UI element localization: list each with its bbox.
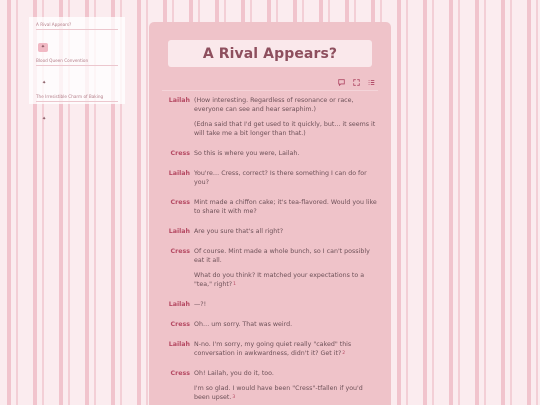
speaker-name: Cress <box>170 321 190 328</box>
footnote-link[interactable]: 1 <box>233 282 237 287</box>
star-icon[interactable]: ✦ <box>38 43 48 52</box>
dialogue-line <box>194 340 378 358</box>
sidebar-section <box>36 58 118 88</box>
speaker-name: Lailah <box>168 301 190 308</box>
title-divider <box>162 90 378 91</box>
speaker-name: Cress <box>170 248 190 255</box>
dialogue-row <box>149 320 391 329</box>
dialogue-line <box>194 247 378 265</box>
dialogue-text: Of course. Mint made a whole bunch, so I can't possibly eat it all. <box>194 248 370 264</box>
dialogue-row <box>149 300 391 309</box>
dialogue-text: I'm so glad. I would have been "Cress"-tfallen if you'd been upset. <box>194 385 363 401</box>
star-icon[interactable]: ✦ <box>42 116 47 122</box>
expand-icon[interactable] <box>352 79 360 87</box>
dialogue-line <box>194 227 378 236</box>
dialogue-line <box>194 96 378 114</box>
speaker-name: Lailah <box>168 341 190 348</box>
dialogue-row <box>149 169 391 187</box>
dialogue-lines <box>194 300 378 309</box>
dialogue-text: N-no. I'm sorry, my going quiet really "caked" this conversation in awkwardness, didn't it? Get it? <box>194 341 352 357</box>
speaker-name: Cress <box>170 199 190 206</box>
speaker-name: Lailah <box>168 97 190 104</box>
dialogue-text: Oh… um sorry. That was weird. <box>194 321 293 328</box>
dialogue-row <box>149 149 391 158</box>
dialogue-text: So this is where you were, Lailah. <box>194 150 300 157</box>
dialogue-line <box>194 169 378 187</box>
page-title-box <box>168 40 372 67</box>
dialogue-row <box>149 247 391 289</box>
dialogue-lines <box>194 340 378 358</box>
dialogue-lines <box>194 247 378 289</box>
dialogue-line <box>194 149 378 158</box>
dialogue-line <box>194 300 378 309</box>
dialogue-text: Oh! Lailah, you do it, too. <box>194 370 274 377</box>
dialogue-line <box>194 320 378 329</box>
dialogue-row <box>149 227 391 236</box>
speaker-name: Cress <box>170 370 190 377</box>
dialogue-lines <box>194 369 378 402</box>
speaker-name: Lailah <box>168 170 190 177</box>
sidebar-section-title[interactable]: A Rival Appears? <box>36 22 118 30</box>
speech-bubble-icon[interactable] <box>337 79 345 87</box>
dialogue-line <box>194 384 378 402</box>
chapter-sidebar <box>29 17 125 122</box>
dialogue-text: You're… Cress, correct? Is there something I can do for you? <box>194 170 367 186</box>
dialogue-lines <box>194 198 378 216</box>
speaker-name: Cress <box>170 150 190 157</box>
panel-toolbar <box>337 79 375 87</box>
dialogue-lines <box>194 320 378 329</box>
dialogue-text: Are you sure that's all right? <box>194 228 284 235</box>
speaker-name: Lailah <box>168 228 190 235</box>
star-icon[interactable]: ✦ <box>42 80 47 86</box>
dialogue-line <box>194 369 378 378</box>
dialogue-text: —?! <box>194 301 207 308</box>
sidebar-section-title[interactable]: The Irresistible Charm of Baking <box>36 94 118 102</box>
footnote-link[interactable]: 2 <box>342 351 346 356</box>
dialogue-panel <box>149 22 391 405</box>
page-title: A Rival Appears? <box>202 45 338 62</box>
sidebar-section-title[interactable]: Blood Queen Convention <box>36 58 118 66</box>
list-icon[interactable] <box>367 79 375 87</box>
dialogue-text: (How interesting. Regardless of resonance or race, everyone can see and hear seraphim.) <box>194 97 354 113</box>
dialogue-row <box>149 340 391 358</box>
dialogue-row <box>149 369 391 402</box>
dialogue-text: What do you think? It matched your expectations to a "tea," right? <box>194 272 365 288</box>
dialogue-text: Mint made a chiffon cake; it's tea-flavored. Would you like to share it with me? <box>194 199 377 215</box>
dialogue-row <box>149 198 391 216</box>
dialogue-line <box>194 120 378 138</box>
dialogue-list <box>149 96 391 405</box>
sidebar-section <box>36 94 118 124</box>
dialogue-lines <box>194 169 378 187</box>
dialogue-lines <box>194 149 378 158</box>
dialogue-text: (Edna said that I'd get used to it quickly, but... it seems it will take me a bit longer than that.) <box>194 121 376 137</box>
dialogue-row <box>149 96 391 138</box>
dialogue-lines <box>194 96 378 138</box>
footnote-link[interactable]: 3 <box>232 395 236 400</box>
sidebar-section <box>36 22 118 52</box>
dialogue-line <box>194 198 378 216</box>
dialogue-lines <box>194 227 378 236</box>
dialogue-line <box>194 271 378 289</box>
